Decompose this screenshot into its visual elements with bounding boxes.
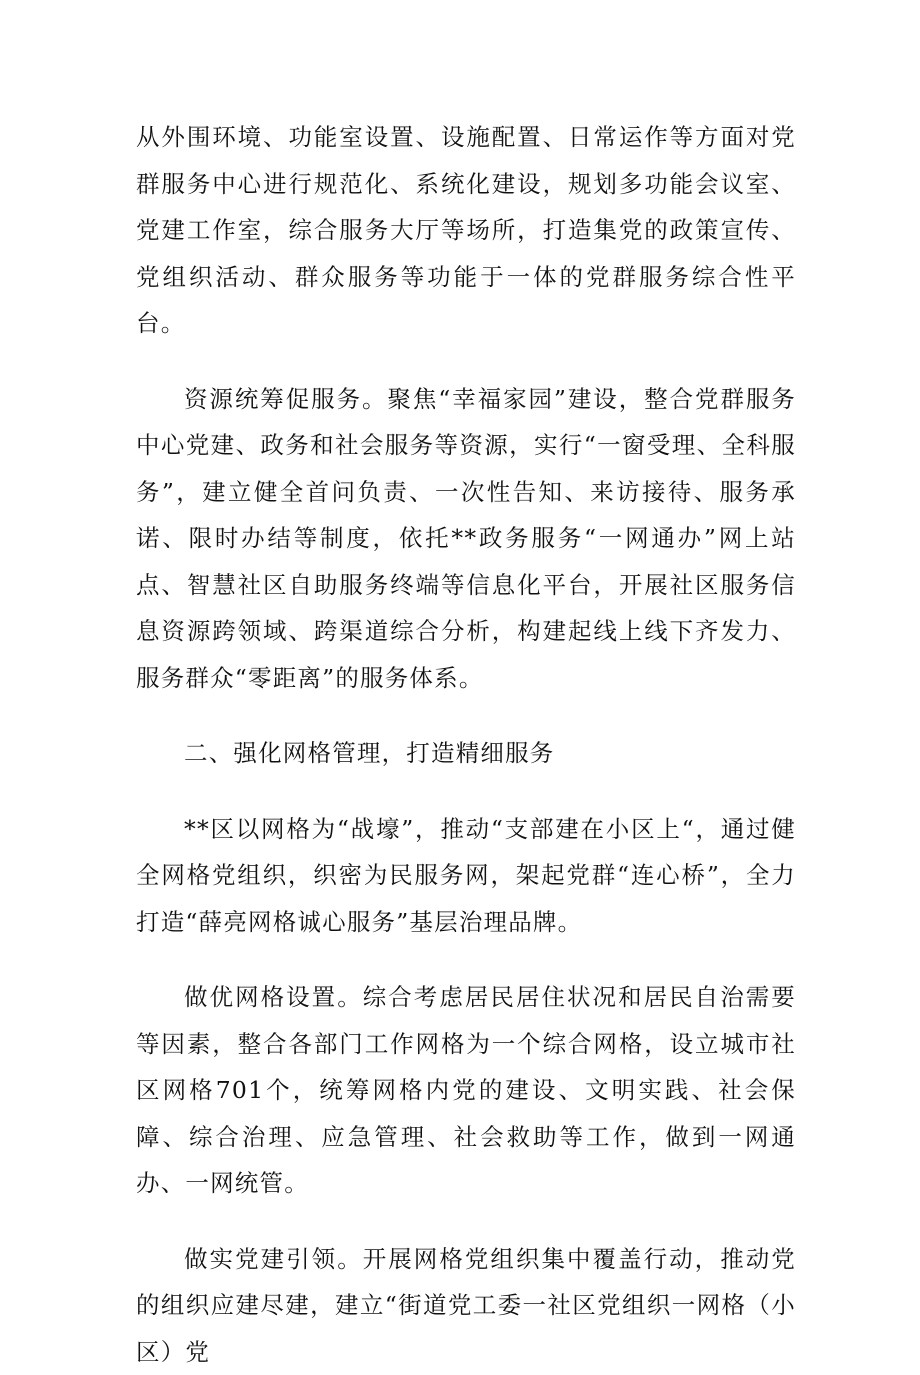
paragraph-standardized-construction: 从外围环境、功能室设置、设施配置、日常运作等方面对党群服务中心进行规范化、系统化建设，规划多功能会议室、党建工作室，综合服务大厅等场所，打造集党的政策宣传、党组织活动、群众服务等功能于一体的党群服务综合性平台。 <box>136 114 796 347</box>
paragraph-spacer <box>136 777 796 806</box>
document-body <box>136 114 796 1375</box>
paragraph-spacer <box>136 701 796 730</box>
paragraph-spacer <box>136 1207 796 1236</box>
paragraph-grid-brand: **区以网格为“战壕”，推动“支部建在小区上“，通过健全网格党组织，织密为民服务网，架起党群“连心桥”，全力打造“薛亮网格诚心服务”基层治理品牌。 <box>136 806 796 946</box>
paragraph-spacer <box>136 347 796 376</box>
paragraph-resource-coordination: 资源统筹促服务。聚焦“幸福家园”建设，整合党群服务中心党建、政务和社会服务等资源，实行“一窗受理、全科服务”，建立健全首问负责、一次性告知、来访接待、服务承诺、限时办结等制度，依托**政务服务“一网通办”网上站点、智慧社区自助服务终端等信息化平台，开展社区服务信息资源跨领域、跨渠道综合分析，构建起线上线下齐发力、服务群众“零距离”的服务体系。 <box>136 376 796 702</box>
paragraph-party-leadership: 做实党建引领。开展网格党组织集中覆盖行动，推动党的组织应建尽建，建立“街道党工委一社区党组织一网格（小区）党 <box>136 1236 796 1375</box>
paragraph-grid-setup: 做优网格设置。综合考虑居民居住状况和居民自治需要等因素，整合各部门工作网格为一个综合网格，设立城市社区网格701个，统筹网格内党的建设、文明实践、社会保障、综合治理、应急管理、社会救助等工作，做到一网通办、一网统管。 <box>136 974 796 1207</box>
paragraph-spacer <box>136 945 796 974</box>
section-heading-grid-management: 二、强化网格管理，打造精细服务 <box>136 730 796 777</box>
